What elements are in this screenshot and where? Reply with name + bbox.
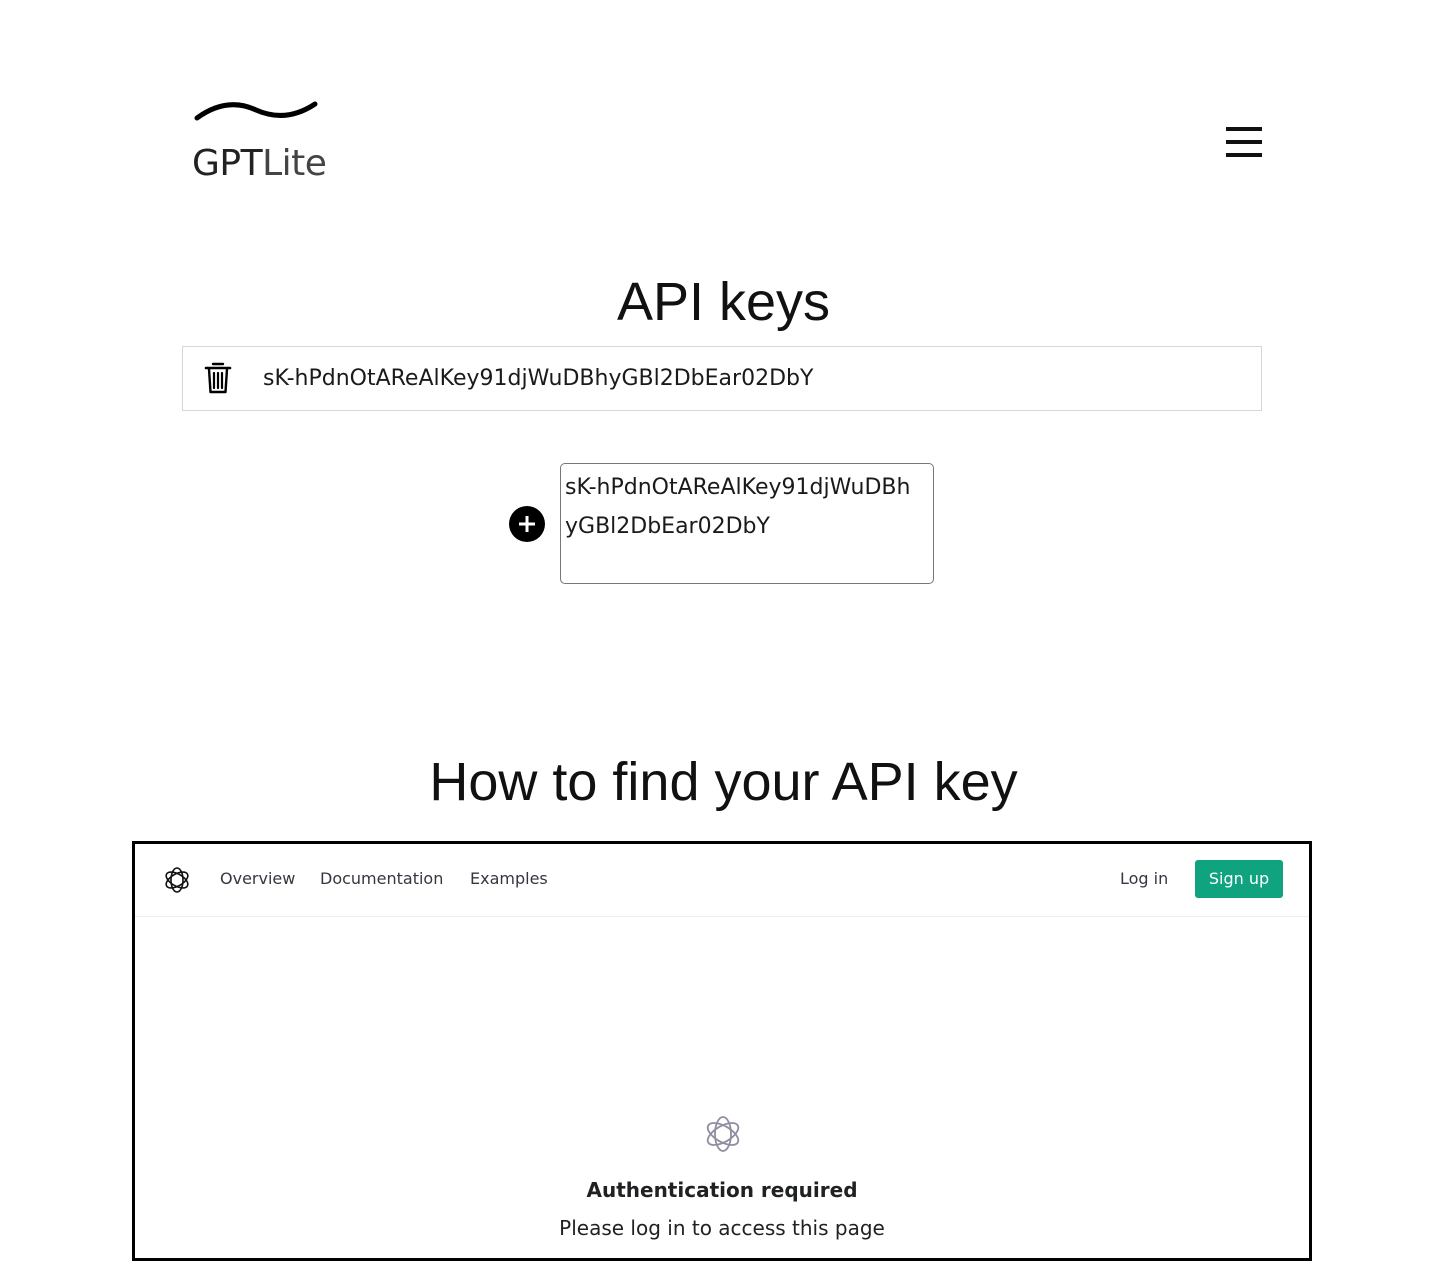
nav-documentation-link[interactable]: Documentation — [320, 869, 444, 888]
trash-icon[interactable] — [203, 361, 233, 395]
signup-button[interactable]: Sign up — [1195, 860, 1283, 898]
api-keys-title: API keys — [616, 272, 831, 332]
saved-key-value: sK-hPdnOtAReAlKey91djWuDBhyGBl2DbEar02DbY — [263, 366, 814, 391]
openai-logo-icon[interactable] — [161, 864, 193, 896]
auth-required-title: Authentication required — [586, 1178, 858, 1202]
how-to-find-title: How to find your API key — [429, 752, 1018, 812]
wave-logo-icon — [194, 96, 318, 124]
gptlite-logo[interactable] — [192, 92, 327, 187]
plus-circle-icon[interactable] — [509, 506, 545, 542]
saved-key-row — [182, 346, 1262, 411]
openai-logo-icon-large — [701, 1112, 745, 1156]
login-link[interactable]: Log in — [1120, 869, 1169, 888]
nav-examples-link[interactable]: Examples — [470, 869, 548, 888]
logo-text-gpt: GPT — [192, 143, 263, 184]
hamburger-line — [1226, 140, 1262, 144]
hamburger-line — [1226, 127, 1262, 131]
logo-text — [192, 142, 326, 186]
openai-navbar — [135, 844, 1309, 917]
auth-required-message: Please log in to access this page — [559, 1216, 885, 1240]
nav-overview-link[interactable]: Overview — [220, 869, 296, 888]
hamburger-menu-icon[interactable] — [1224, 124, 1264, 160]
openai-screenshot-frame — [132, 841, 1312, 1261]
hamburger-line — [1226, 153, 1262, 157]
logo-text-lite: Lite — [262, 143, 327, 184]
new-api-key-input[interactable]: sK-hPdnOtAReAlKey91djWuDBhyGBl2DbEar02DbY — [560, 463, 934, 584]
